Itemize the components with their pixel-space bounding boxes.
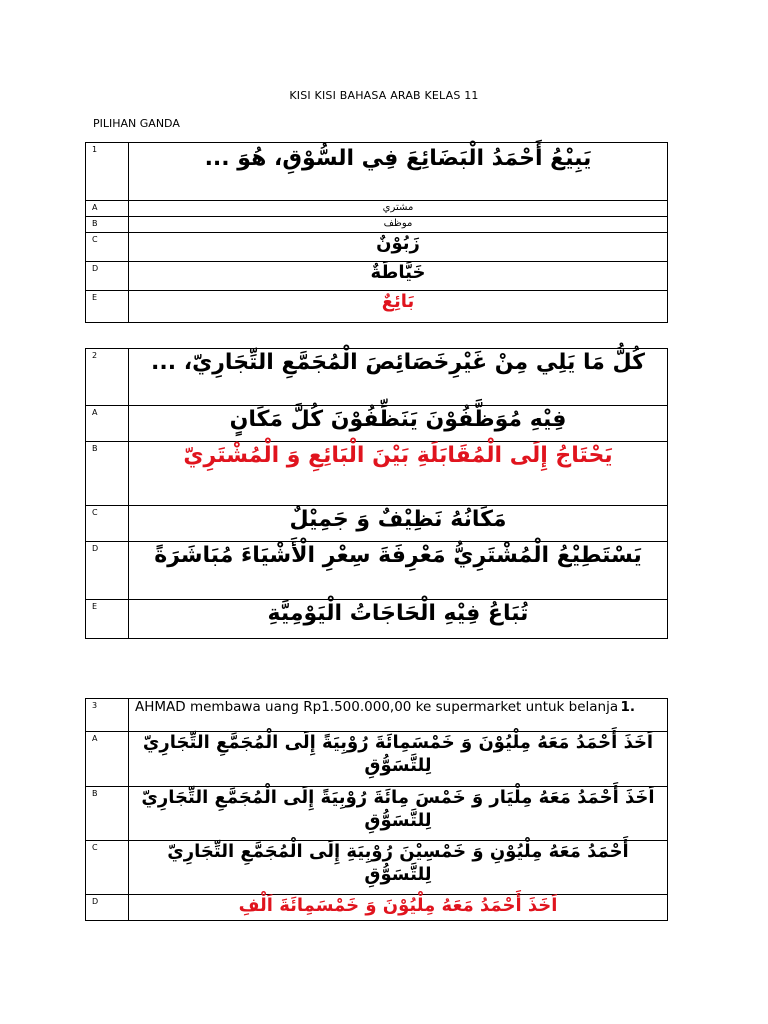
option-row-b[interactable] (86, 217, 668, 233)
option-letter: E (86, 291, 129, 323)
option-row-e[interactable] (86, 600, 668, 639)
question-1-table (85, 142, 668, 323)
question-stem (129, 699, 668, 732)
option-text: يَسْتَطِيْعُ الْمُشْتَرِيُّ مَعْرِفَةَ سِعْرِ الْأَشْيَاءَ مُبَاشَرَةً (129, 542, 668, 600)
option-row-c[interactable] (86, 841, 668, 895)
option-row-e[interactable] (86, 291, 668, 323)
section-label: PILIHAN GANDA (93, 117, 180, 130)
question-2-stem-row (86, 349, 668, 406)
option-letter: C (86, 506, 129, 542)
question-3-stem-row (86, 699, 668, 732)
option-text: مشتري (129, 201, 668, 217)
option-text-correct: يَحْتَاجُ إِلَى الْمُقَابَلَةِ بَيْنَ الْبَائِعِ وَ الْمُشْتَرِيّ (129, 442, 668, 506)
option-row-c[interactable] (86, 233, 668, 262)
question-2-table (85, 348, 668, 639)
option-text-correct: اَخَذَ أَحْمَدُ مَعَهُ مِلْيُوْنَ وَ خَمْسَمِائَةَ اَلْفِ (129, 895, 668, 921)
question-marker: 1. (620, 699, 635, 715)
option-text: فِيْهِ مُوَظَّفُوْنَ يَنَظِّفُوْنَ كُلَّ مَكَانٍ (129, 406, 668, 442)
question-stem: يَبِيْعُ أَحْمَدُ الْبَضَائِعَ فِي السُّوْقِ، هُوَ ... (129, 143, 668, 201)
option-row-d[interactable] (86, 262, 668, 291)
option-text: اَخَذَ أَحْمَدُ مَعَهُ مِلْيَار وَ خَمْسَ مِائَةَ رُوْبِيَةً إِلَى الْمُجَمَّعِ التِّجَارِيّ لِلتَّسَوُّقِ (129, 787, 668, 841)
question-stem-text: AHMAD membawa uang Rp1.500.000,00 ke supermarket untuk belanja (135, 699, 619, 715)
document-title: KISI KISI BAHASA ARAB KELAS 11 (289, 89, 479, 102)
option-text: خَيَّاطَةٌ (129, 262, 668, 291)
option-row-a[interactable] (86, 201, 668, 217)
question-number: 3 (86, 699, 129, 732)
option-letter: D (86, 262, 129, 291)
option-text: اَخَذَ أَحْمَدُ مَعَهُ مِلْيُوْنَ وَ خَمْسَمِائَةَ رُوْبِيَةً إِلَى الْمُجَمَّعِ التِّجَارِيّ لِلتَّسَوُّقِ (129, 732, 668, 787)
option-text: زَبُوْنٌ (129, 233, 668, 262)
option-row-b[interactable] (86, 442, 668, 506)
option-row-b[interactable] (86, 787, 668, 841)
option-text: موظف (129, 217, 668, 233)
question-number: 2 (86, 349, 129, 406)
question-number: 1 (86, 143, 129, 201)
question-stem: كُلُّ مَا يَلِي مِنْ غَيْرِخَصَائِصَ الْمُجَمَّعِ التِّجَارِيّ، ... (129, 349, 668, 406)
option-letter: D (86, 542, 129, 600)
option-row-a[interactable] (86, 732, 668, 787)
option-letter: B (86, 787, 129, 841)
option-letter: C (86, 233, 129, 262)
option-letter: A (86, 732, 129, 787)
option-row-c[interactable] (86, 506, 668, 542)
option-row-d[interactable] (86, 895, 668, 921)
option-letter: A (86, 406, 129, 442)
option-letter: E (86, 600, 129, 639)
option-letter: A (86, 201, 129, 217)
option-letter: B (86, 442, 129, 506)
question-1-stem-row (86, 143, 668, 201)
option-text: أَحْمَدُ مَعَهُ مِلْيُوْنِ وَ خَمْسِيْنَ رُوْبِيَةِ إِلَى الْمُجَمَّعِ التِّجَارِيّ لِلتَّسَوُّقِ (129, 841, 668, 895)
option-text: مَكَانُهُ نَظِيْفٌ وَ جَمِيْلٌ (129, 506, 668, 542)
option-row-a[interactable] (86, 406, 668, 442)
option-row-d[interactable] (86, 542, 668, 600)
option-letter: C (86, 841, 129, 895)
option-letter: B (86, 217, 129, 233)
option-letter: D (86, 895, 129, 921)
option-text-correct: بَائِعٌ (129, 291, 668, 323)
question-3-table (85, 698, 668, 921)
option-text: تُبَاعُ فِيْهِ الْحَاجَاتُ الْيَوْمِيَّةِ (129, 600, 668, 639)
